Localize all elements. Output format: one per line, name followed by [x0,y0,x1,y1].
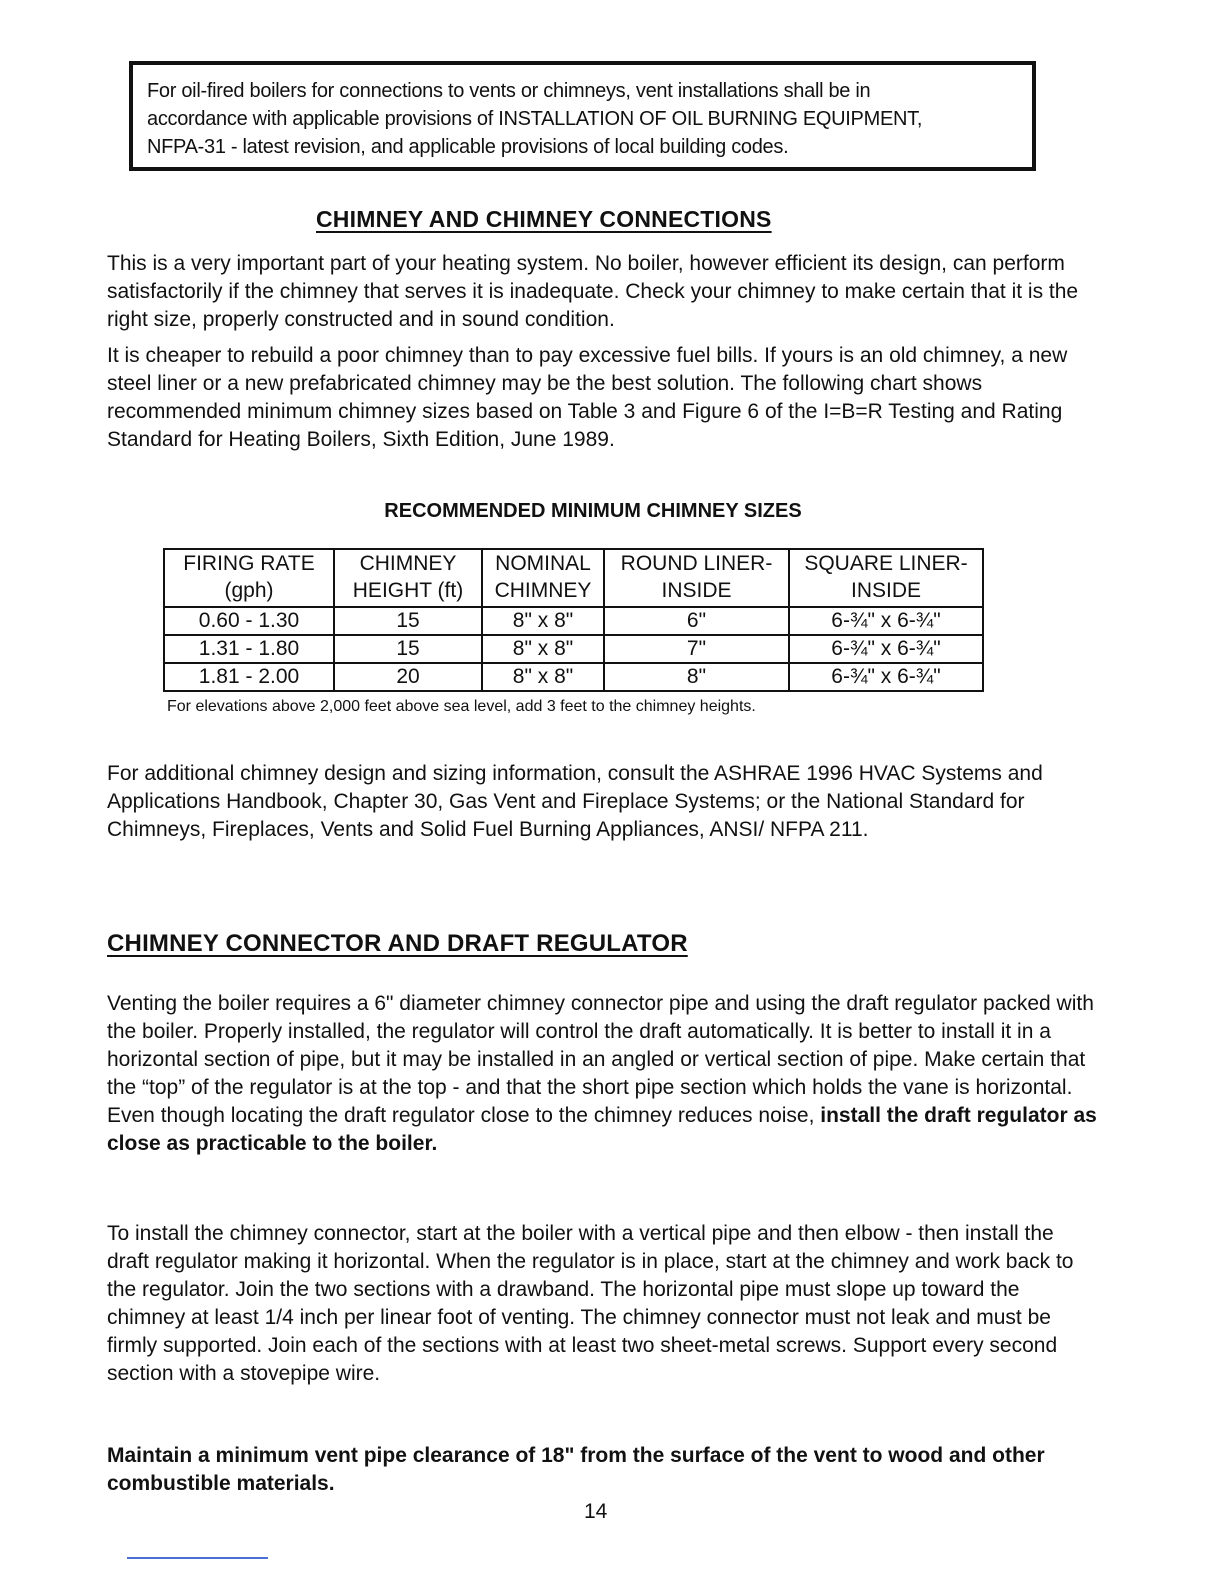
page-number: 14 [584,1500,608,1523]
cell-firing-rate: 1.31 - 1.80 [164,635,334,663]
footer-divider [127,1557,268,1559]
chimney-size-table [163,548,984,692]
notice-line: accordance with applicable provisions of INSTALLATION OF OIL BURNING EQUIPMENT, [147,108,923,130]
section-title-draft-regulator: CHIMNEY CONNECTOR AND DRAFT REGULATOR [107,930,688,957]
table-row [164,607,983,635]
cell-square-liner: 6-¾" x 6-¾" [789,635,983,663]
clearance-warning: Maintain a minimum vent pipe clearance of 18" from the surface of the vent to wood and other combustible materials. [107,1444,1045,1495]
cell-square-liner: 6-¾" x 6-¾" [789,607,983,635]
notice-line: For oil-fired boilers for connections to vents or chimneys, vent installations shall be in [147,80,871,102]
header-firing-rate: FIRING RATE (gph) [164,549,334,607]
header-chimney-height: CHIMNEY HEIGHT (ft) [334,549,482,607]
cell-chimney-height: 15 [334,607,482,635]
cell-nominal-chimney: 8" x 8" [482,663,604,691]
cell-round-liner: 8" [604,663,789,691]
table-header-row [164,549,983,607]
paragraph-venting-text: Venting the boiler requires a 6" diameter chimney connector pipe and using the draft regulator packed with the boiler. Properly installed, the regulator will control the draft automatically. It is better to install it in a horizontal section of pipe, but it may be installed in an angled or vertical section of pipe. Make certain that the “top” of the regulator is at the top - and that the short pipe section which holds the vane is horizontal. Even though locating the draft regulator close to the chimney reduces noise, [107,992,1094,1127]
cell-firing-rate: 1.81 - 2.00 [164,663,334,691]
header-square-liner: SQUARE LINER- INSIDE [789,549,983,607]
notice-box [129,61,1036,171]
cell-chimney-height: 20 [334,663,482,691]
notice-line: NFPA-31 - latest revision, and applicable provisions of local building codes. [147,136,789,158]
cell-nominal-chimney: 8" x 8" [482,635,604,663]
paragraph-venting [107,990,1097,1158]
header-nominal-chimney: NOMINAL CHIMNEY [482,549,604,607]
paragraph-rebuild: It is cheaper to rebuild a poor chimney than to pay excessive fuel bills. If yours is an old chimney, a new steel liner or a new prefabricated chimney may be the best solution. The following chart shows recommended minimum chimney sizes based on Table 3 and Figure 6 of the I=B=R Testing and Rating Standard for Heating Boilers, Sixth Edition, June 1989. [107,344,1068,451]
cell-round-liner: 7" [604,635,789,663]
section-title-chimney-connections: CHIMNEY AND CHIMNEY CONNECTIONS [316,206,772,232]
cell-nominal-chimney: 8" x 8" [482,607,604,635]
cell-round-liner: 6" [604,607,789,635]
paragraph-intro: This is a very important part of your heating system. No boiler, however efficient its design, can perform satisfactorily if the chimney that serves it is inadequate. Check your chimney to make certain that it is the right size, properly constructed and in sound condition. [107,252,1079,331]
table-title: RECOMMENDED MINIMUM CHIMNEY SIZES [384,500,802,522]
cell-chimney-height: 15 [334,635,482,663]
cell-square-liner: 6-¾" x 6-¾" [789,663,983,691]
table-footnote: For elevations above 2,000 feet above sea level, add 3 feet to the chimney heights. [167,698,756,715]
table-row [164,663,983,691]
cell-firing-rate: 0.60 - 1.30 [164,607,334,635]
paragraph-venting-emphasis: install the draft regulator as close as practicable to the boiler. [107,1104,1097,1155]
table-row [164,635,983,663]
paragraph-install-connector: To install the chimney connector, start at the boiler with a vertical pipe and then elbow - then install the draft regulator making it horizontal. When the regulator is in place, start at the chimney and work back to the regulator. Join the two sections with a drawband. The horizontal pipe must slope up toward the chimney at least 1/4 inch per linear foot of venting. The chimney connector must not leak and must be firmly supported. Join each of the sections with at least two sheet-metal screws. Support every second section with a stovepipe wire. [107,1222,1074,1385]
header-round-liner: ROUND LINER- INSIDE [604,549,789,607]
paragraph-additional-info: For additional chimney design and sizing information, consult the ASHRAE 1996 HVAC Systems and Applications Handbook, Chapter 30, Gas Vent and Fireplace Systems; or the National Standard for Chimneys, Fireplaces, Vents and Solid Fuel Burning Appliances, ANSI/ NFPA 211. [107,762,1043,841]
